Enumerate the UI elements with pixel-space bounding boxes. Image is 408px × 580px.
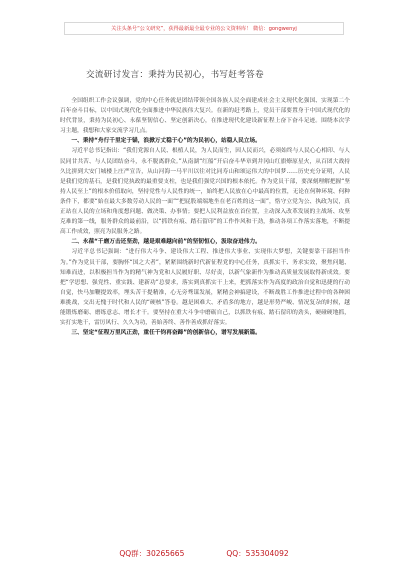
intro-paragraph: 全国组织工作会议强调，党的中心任务就是团结带领全国各族人民全面建成社会主义现代化强国、实现第二个百年奋斗目标，以中国式现代化全面推进中华民族伟大复兴。在新的赶考路上，党员干部要置身于中国式现代化的时代背景，秉持为民初心、永葆坚韧信心、坚定创新决心，在推进现代化建设新征程上奋下奋斗足迹。围绕本次学习主题，我想和大家交流学习几点。 xyxy=(60,98,350,135)
qq-text: QQ：535304092 xyxy=(226,549,289,558)
qq-group-text: QQ群：30265665 xyxy=(119,549,185,558)
section-heading-3: 三、坚定“征程万里风正劲，重任千钧再奋蹄”的创新信心，谱写发展新篇。 xyxy=(71,330,261,337)
document-title: 交流研讨发言：秉持为民初心，书写赶考答卷 xyxy=(86,70,264,80)
section-heading-2: 二、永葆“千磨万击还坚劲，越是艰难越向前”的坚韧恒心，汲取奋进伟力。 xyxy=(71,239,261,246)
section-paragraph-2: 习近平总书记强调：“进行伟大斗争、建设伟大工程、推进伟大事业、实现伟大梦想，关键要靠干部担当作为。”作为党员干部，要胸怀“国之大者”，紧紧围绕新时代新征程党的中心任务，真抓实干、务求实效，聚焦问题、知难而进，以积极担当作为的精气神为党和人民履好职、尽好责，以新气象新作为推动高质量发展取得新成效。要把“学思想、强党性、重实践、建新功”总要求，落实到真抓实干上来，把抓落实作为高度的政治自觉和迅捷的行动自觉，快马加鞭提效率，埋头苦干提精准，心无旁骛谋发展，紧精会神搞建设，不断战胜工作推进过程中的各种困难挑战，交出无愧于时代和人民的“硬核”答卷。越是困难大、矛盾多的地方，越是形势严峻、情况复杂的时候，越能锻炼磨砺、磨练意志、增长才干。要坚持在重大斗争中磨砺自己，以抓铁有痕、踏石留印的劲头，硬碰硬地抓，实打实地干，雷厉风行、久久为功，善始善终、善作善成抓好落实。 xyxy=(60,249,350,327)
promo-banner: 关注头条号“公文研究”，获得最新最全最专业的公文资料库！ 微信：gongwenyj xyxy=(64,22,344,35)
section-heading-1: 一、秉持“舟行千里定于锚，浪掀万丈稳于心”的为民初心，站稳人民立场。 xyxy=(71,138,261,145)
document-body xyxy=(60,96,350,338)
section-paragraph-1: 习近平总书记指出：“我们党源自人民、根植人民，为人民而生，因人民而兴，必须始终与人民心心相印、与人民同甘共苦、与人民团结奋斗，永不脱离群众。”从南湖“红船”开启奋斗华章到井冈山红旗燎原星火，从百团大战持久比拼到大安门城楼上庄严宣告，从山河海一马平川以往对比同寿山和颂运伟大的中国梦……历史充分证明，人民是我们党的基石，是我们党执政的最重要支柱，也是我们强党兴国的根本依托。作为党员干部，要深刻理解把握“坚持人民至上”的根本价值取向，坚持党性与人民性的统一，始终把人民放在心中最高的位置，无论在何种环境、何种条件下，都要“始在最大多数劳动人民的一面”“把屁股端端地坐在老百姓的这一面”，恪守立党为公、执政为民，真正站在人民的立场和角度想问题、做决策、办事情；要把人民利益放在首位置，主动深入改革发展的主战场、攻坚克难的第一线，服务群众的最前沿，以“抓铁有痕、踏石留印”的工作作风和干劲，推动各项工作落实落地，不断提高工作成效，照亮为民服务之路。 xyxy=(60,148,350,236)
contact-footer xyxy=(0,548,408,559)
